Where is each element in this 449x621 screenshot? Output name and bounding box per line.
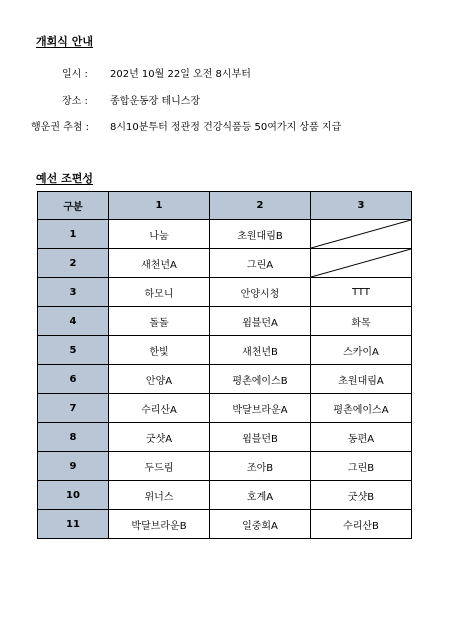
team-cell: 두드림 (109, 452, 210, 481)
group-number: 4 (38, 307, 109, 336)
team-cell: 한빛 (109, 336, 210, 365)
groups-title: 예선 조편성 (36, 172, 93, 185)
table-row (38, 278, 412, 307)
team-cell: 조아B (210, 452, 311, 481)
team-cell: 나눔 (109, 220, 210, 249)
team-cell: 일중회A (210, 510, 311, 539)
header-slot-2: 2 (210, 192, 311, 220)
header-slot-1: 1 (109, 192, 210, 220)
team-cell: 돌돌 (109, 307, 210, 336)
group-number: 3 (38, 278, 109, 307)
team-cell: 윔블던A (210, 307, 311, 336)
date-label: 일시 : (62, 69, 88, 80)
group-number: 2 (38, 249, 109, 278)
table-row (38, 452, 412, 481)
table-row (38, 394, 412, 423)
group-number: 6 (38, 365, 109, 394)
table-row (38, 481, 412, 510)
team-cell: 수리산B (311, 510, 412, 539)
team-cell: 굿샷B (311, 481, 412, 510)
team-cell: 그린B (311, 452, 412, 481)
group-number: 10 (38, 481, 109, 510)
team-cell: 평촌에이스A (311, 394, 412, 423)
team-cell: TTT (311, 278, 412, 307)
team-cell: 초원대림B (210, 220, 311, 249)
team-cell: 동편A (311, 423, 412, 452)
group-number: 8 (38, 423, 109, 452)
voucher-label: 행운권 추첨 : (31, 122, 90, 133)
team-cell: 안양시청 (210, 278, 311, 307)
place-label: 장소 : (62, 96, 88, 107)
table-row (38, 336, 412, 365)
team-cell: 새천년B (210, 336, 311, 365)
team-cell: 하모니 (109, 278, 210, 307)
header-slot-3: 3 (311, 192, 412, 220)
group-number: 5 (38, 336, 109, 365)
team-cell: 위너스 (109, 481, 210, 510)
group-number: 9 (38, 452, 109, 481)
team-cell: 호계A (210, 481, 311, 510)
table-row (38, 249, 412, 278)
empty-slot-cell (311, 249, 412, 278)
team-cell: 화목 (311, 307, 412, 336)
team-cell: 박달브라운A (210, 394, 311, 423)
table-row (38, 423, 412, 452)
date-value: 202년 10월 22일 오전 8시부터 (110, 69, 251, 80)
team-cell: 안양A (109, 365, 210, 394)
place-value: 종합운동장 테니스장 (110, 96, 201, 107)
team-cell: 평촌에이스B (210, 365, 311, 394)
team-cell: 굿샷A (109, 423, 210, 452)
table-row (38, 220, 412, 249)
diagonal-slash (311, 249, 411, 277)
opening-title: 개회식 안내 (36, 35, 93, 48)
team-cell: 윔블던B (210, 423, 311, 452)
table-header-row (38, 192, 412, 220)
diagonal-slash (311, 220, 411, 248)
group-number: 7 (38, 394, 109, 423)
group-table (37, 191, 412, 539)
team-cell: 수리산A (109, 394, 210, 423)
team-cell: 스카이A (311, 336, 412, 365)
team-cell: 그린A (210, 249, 311, 278)
empty-slot-cell (311, 220, 412, 249)
table-row (38, 365, 412, 394)
team-cell: 새천년A (109, 249, 210, 278)
group-number: 1 (38, 220, 109, 249)
team-cell: 초원대림A (311, 365, 412, 394)
team-cell: 박달브라운B (109, 510, 210, 539)
table-row (38, 510, 412, 539)
voucher-value: 8시10분투터 정관정 건강식품등 50여가지 상품 지급 (110, 122, 342, 133)
table-row (38, 307, 412, 336)
group-number: 11 (38, 510, 109, 539)
header-division: 구분 (38, 192, 109, 220)
